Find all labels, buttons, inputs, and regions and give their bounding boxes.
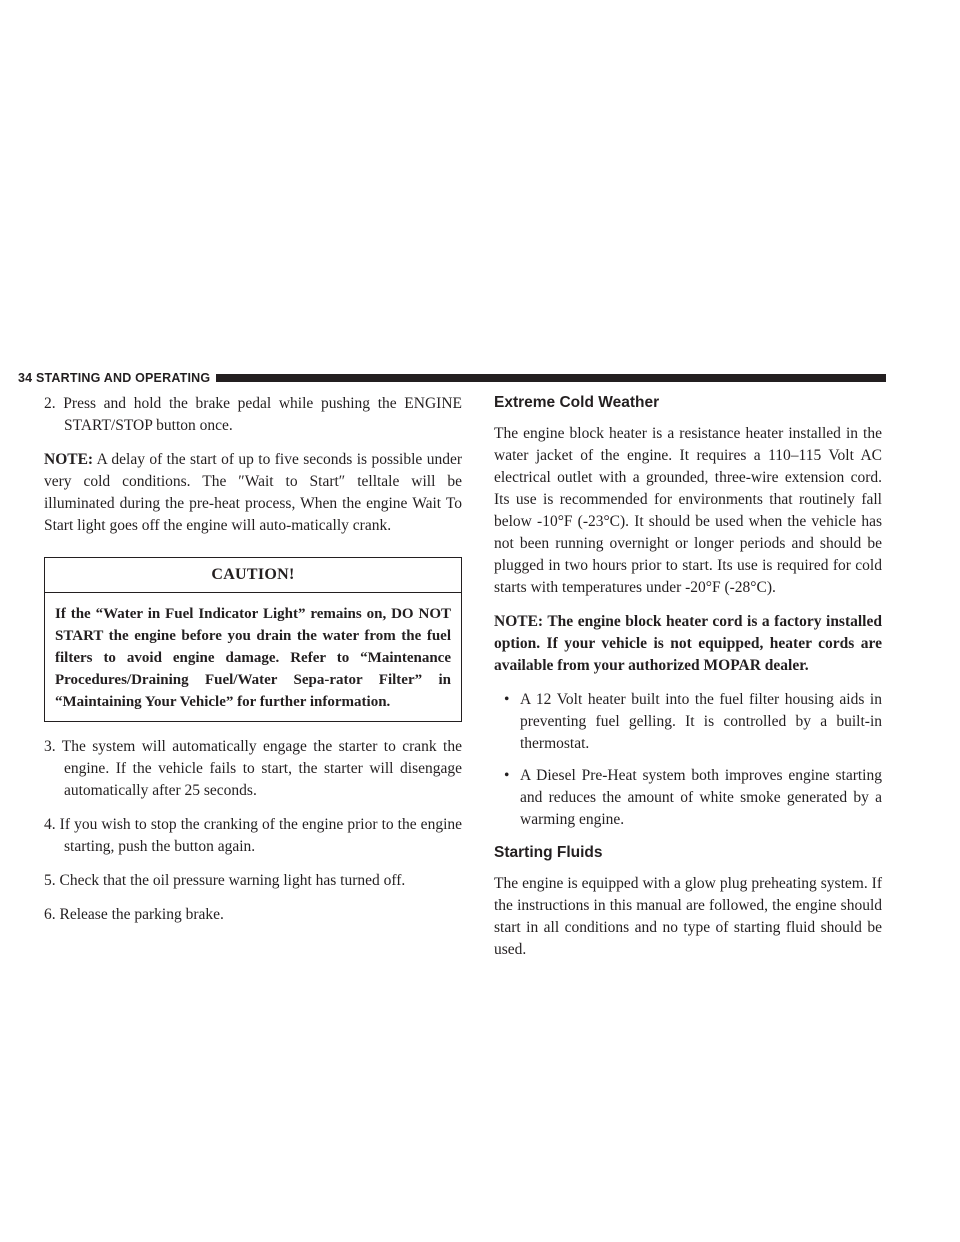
note-text: A delay of the start of up to five seconds is possible under very cold conditions. The ″Wait to Start″ telltale will be illuminated during the pre-heat process, When the engine Wait To Start light goes off the engine will auto-matically crank. [44, 451, 462, 534]
block-heater-note: NOTE: The engine block heater cord is a factory installed option. If your vehicle is not equipped, heater cords are available from your authorized MOPAR dealer. [494, 613, 882, 674]
heading-extreme-cold-weather: Extreme Cold Weather [494, 394, 660, 411]
list-item: • A 12 Volt heater built into the fuel filter housing aids in preventing fuel gelling. It is controlled by a built-in thermostat. [504, 691, 882, 752]
page-number-section-title: 34 STARTING AND OPERATING [18, 371, 211, 385]
caution-body: If the “Water in Fuel Indicator Light” remains on, DO NOT START the engine before you drain the water from the fuel filters to avoid engine damage. Refer to “Maintenance Procedures/Draining Fuel/Water Sepa-rator Filter” in “Maintaining Your Vehicle” for further information. [55, 606, 451, 710]
block-heater-paragraph: The engine block heater is a resistance heater installed in the water jacket of the engine. It requires a 110–115 Volt AC electrical outlet with a grounded, three-wire extension cord. Its use is recommended for environments that routinely fall below -10°F (-23°C). It should be used when the vehicle has not been running overnight or longer periods and should be plugged in two hours prior to start. Its use is required for cold starts with temperatures under -20°F (-28°C). [494, 425, 882, 596]
step-3: 3. The system will automatically engage the starter to crank the engine. If the vehicle fails to start, the starter will disengage automatically after 25 seconds. [44, 738, 462, 799]
caution-box [44, 557, 462, 722]
note-paragraph [44, 449, 462, 537]
page-header [18, 368, 886, 388]
header-rule [216, 374, 886, 382]
caution-title: CAUTION! [45, 558, 461, 593]
step-5: 5. Check that the oil pressure warning light has turned off. [44, 872, 406, 889]
right-column [494, 393, 882, 973]
starting-fluids-paragraph: The engine is equipped with a glow plug preheating system. If the instructions in this manual are followed, the engine should start in all conditions and no type of starting fluid should be used. [494, 875, 882, 958]
step-6: 6. Release the parking brake. [44, 906, 224, 923]
heading-starting-fluids: Starting Fluids [494, 844, 603, 861]
list-item: • A Diesel Pre-Heat system both improves engine starting and reduces the amount of white smoke generated by a warming engine. [504, 767, 882, 828]
bullet-icon: • [504, 767, 510, 784]
heater-bullet-list [494, 689, 882, 831]
step-2: 2. Press and hold the brake pedal while pushing the ENGINE START/STOP button once. [44, 395, 462, 434]
note-label: NOTE: [44, 451, 94, 468]
step-4: 4. If you wish to stop the cranking of the engine prior to the engine starting, push the button again. [44, 816, 462, 855]
bullet-icon: • [504, 691, 510, 708]
left-column [44, 393, 462, 938]
